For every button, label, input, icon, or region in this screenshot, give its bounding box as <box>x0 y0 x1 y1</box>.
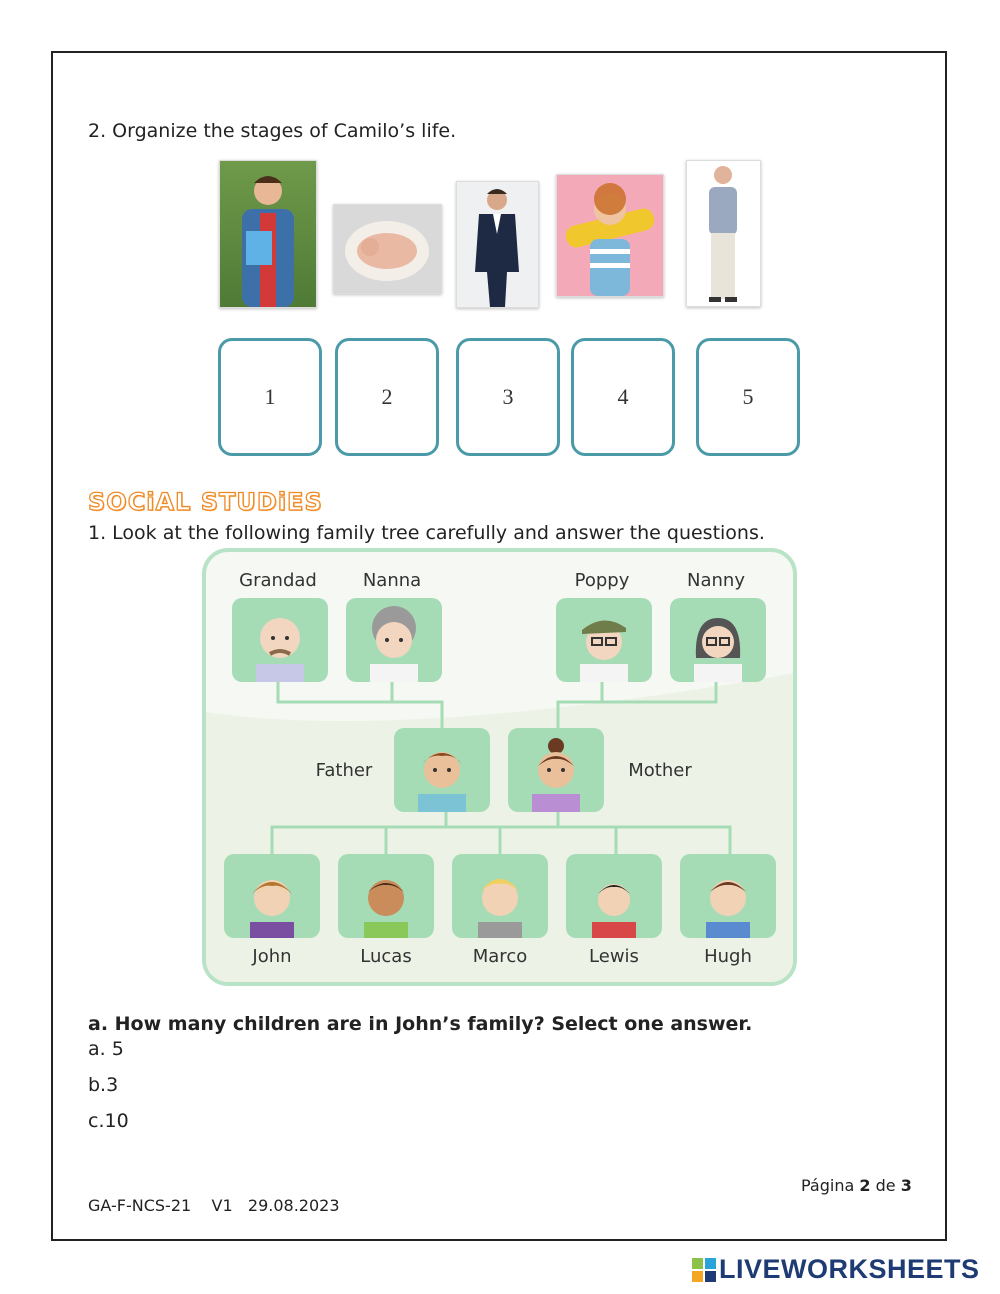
label-nanna: Nanna <box>362 570 422 591</box>
label-poppy: Poppy <box>574 570 630 591</box>
label-grandad: Grandad <box>239 570 317 591</box>
photo-elderly-man <box>686 160 761 307</box>
photo-adult-man-suit <box>456 181 539 308</box>
stage-box-5[interactable]: 5 <box>696 338 800 456</box>
photo-young-adult-student <box>219 160 317 308</box>
label-hugh: Hugh <box>704 946 752 967</box>
page-of: de <box>875 1176 896 1195</box>
answer-option-b[interactable]: b.3 <box>88 1074 119 1096</box>
family-tree <box>202 548 797 986</box>
label-marco: Marco <box>472 946 528 967</box>
question-1-title: 1. Look at the following family tree carefully and answer the questions. <box>88 522 765 544</box>
label-mother: Mother <box>628 760 692 781</box>
portrait-father <box>394 728 490 812</box>
brand-name: LIVEWORKSHEETS <box>719 1254 980 1284</box>
stage-box-1[interactable]: 1 <box>218 338 322 456</box>
page-current: 2 <box>859 1176 871 1195</box>
stage-box-2[interactable]: 2 <box>335 338 439 456</box>
label-father: Father <box>315 760 373 781</box>
page-number <box>801 1176 912 1195</box>
portrait-marco <box>452 854 548 938</box>
liveworksheets-logo-icon <box>692 1258 716 1282</box>
portrait-nanny <box>670 598 766 682</box>
portrait-nanna <box>346 598 442 682</box>
answer-option-c[interactable]: c.10 <box>88 1110 129 1132</box>
answer-option-a[interactable]: a. 5 <box>88 1038 124 1060</box>
portrait-poppy <box>556 598 652 682</box>
portrait-mother <box>508 728 604 812</box>
document-code: GA-F-NCS-21 V1 29.08.2023 <box>88 1196 340 1215</box>
label-lewis: Lewis <box>589 946 639 967</box>
photo-child-skateboard <box>556 174 664 297</box>
question-2-title: 2. Organize the stages of Camilo’s life. <box>88 120 457 142</box>
portrait-lewis <box>566 854 662 938</box>
section-title-social-studies: SOCiAL STUDiES <box>88 488 323 516</box>
stage-box-4[interactable]: 4 <box>571 338 675 456</box>
portrait-john <box>224 854 320 938</box>
portrait-hugh <box>680 854 776 938</box>
portrait-grandad <box>232 598 328 682</box>
liveworksheets-logo <box>692 1254 980 1285</box>
question-a-title: a. How many children are in John’s family? Select one answer. <box>88 1013 753 1035</box>
stage-box-3[interactable]: 3 <box>456 338 560 456</box>
page-prefix: Página <box>801 1176 855 1195</box>
label-john: John <box>252 946 292 967</box>
label-lucas: Lucas <box>360 946 412 967</box>
photo-newborn-baby <box>333 204 442 294</box>
portrait-lucas <box>338 854 434 938</box>
label-nanny: Nanny <box>687 570 745 591</box>
page-total: 3 <box>900 1176 912 1195</box>
